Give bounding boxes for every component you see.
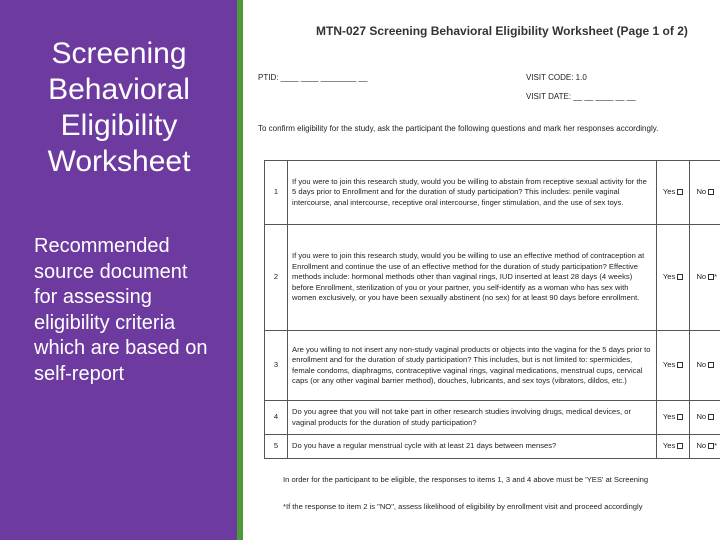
worksheet-intro: To confirm eligibility for the study, ask the participant the following questions and mark her responses accordingly. (258, 124, 659, 133)
yes-option: Yes (656, 435, 690, 459)
yes-option: Yes (656, 225, 690, 331)
questions-table (264, 160, 720, 459)
question-number: 5 (265, 435, 288, 459)
table-row (265, 161, 720, 225)
checkbox-icon (677, 414, 683, 420)
question-number: 4 (265, 401, 288, 435)
asterisk-mark: * (714, 272, 718, 282)
no-option: No * (690, 435, 720, 459)
table-row (265, 225, 720, 331)
table-row (265, 435, 720, 459)
no-option: No * (690, 225, 720, 331)
no-option: No (690, 401, 720, 435)
eligibility-footnote: In order for the participant to be eligible, the responses to items 1, 3 and 4 above must be 'YES' at Screening (283, 475, 649, 484)
checkbox-icon (677, 274, 683, 280)
ptid-field: PTID: ____ ____ ________ __ (258, 73, 368, 82)
worksheet-title: MTN-027 Screening Behavioral Eligibility Worksheet (Page 1 of 2) (316, 24, 688, 38)
yes-option: Yes (656, 161, 690, 225)
no-option: No (690, 331, 720, 401)
yes-option: Yes (656, 401, 690, 435)
slide-body: Recommended source document for assessing eligibility criteria which are based on self-report (34, 235, 208, 385)
item2-footnote: *If the response to item 2 is "NO", assess likelihood of eligibility by enrollment visit and proceed accordingly (283, 502, 643, 511)
question-text: If you were to join this research study, would you be willing to use an effective method of contraception at Enrollment and continue the use of an effective method for the duration of study participation? Effective methods include: hormonal methods other than vaginal rings, IUD inserted at least 28 days (4 weeks) before Enrollment, sterilization of you or your partner, you self-identify as a woman who has sex with women exclusively, or you have been sexually abstinent (no sex) for at least 90 days before enrollment. (288, 225, 657, 331)
visit-code-field: VISIT CODE: 1.0 (526, 73, 587, 82)
question-text: Are you willing to not insert any non-study vaginal products or objects into the vagina for the 5 days prior to enrollment and for the duration of study participation? This includes, but is not limited to: spermicides, female condoms, diaphragms, contraceptive vaginal rings, vaginal medications, menstrual cups, cervical caps (or any other vaginal barrier method), douches, lubricants, and sex toys (vibrators, dildos, etc.) (288, 331, 657, 401)
checkbox-icon (708, 362, 714, 368)
no-option: No (690, 161, 720, 225)
question-number: 3 (265, 331, 288, 401)
left-panel (0, 0, 237, 540)
table-row (265, 331, 720, 401)
yes-option: Yes (656, 331, 690, 401)
worksheet-document (252, 0, 720, 540)
visit-date-field: VISIT DATE: __ __ ____ __ __ (526, 92, 636, 101)
slide-title: Screening Behavioral Eligibility Worksheet (47, 37, 191, 178)
accent-bar (237, 0, 243, 540)
asterisk-mark: * (714, 441, 718, 451)
checkbox-icon (677, 443, 683, 449)
question-number: 1 (265, 161, 288, 225)
checkbox-icon (677, 362, 683, 368)
question-text: If you were to join this research study, would you be willing to abstain from receptive sexual activity for the 5 days prior to Enrollment and for the duration of study participation? This includes: penile vaginal intercourse, anal intercourse, receptive oral intercourse, finger stimulation, and the use of sex toys. (288, 161, 657, 225)
checkbox-icon (677, 189, 683, 195)
table-row (265, 401, 720, 435)
checkbox-icon (708, 189, 714, 195)
question-number: 2 (265, 225, 288, 331)
question-text: Do you have a regular menstrual cycle with at least 21 days between menses? (288, 435, 657, 459)
checkbox-icon (708, 414, 714, 420)
question-text: Do you agree that you will not take part in other research studies involving drugs, medical devices, or vaginal products for the duration of study participation? (288, 401, 657, 435)
